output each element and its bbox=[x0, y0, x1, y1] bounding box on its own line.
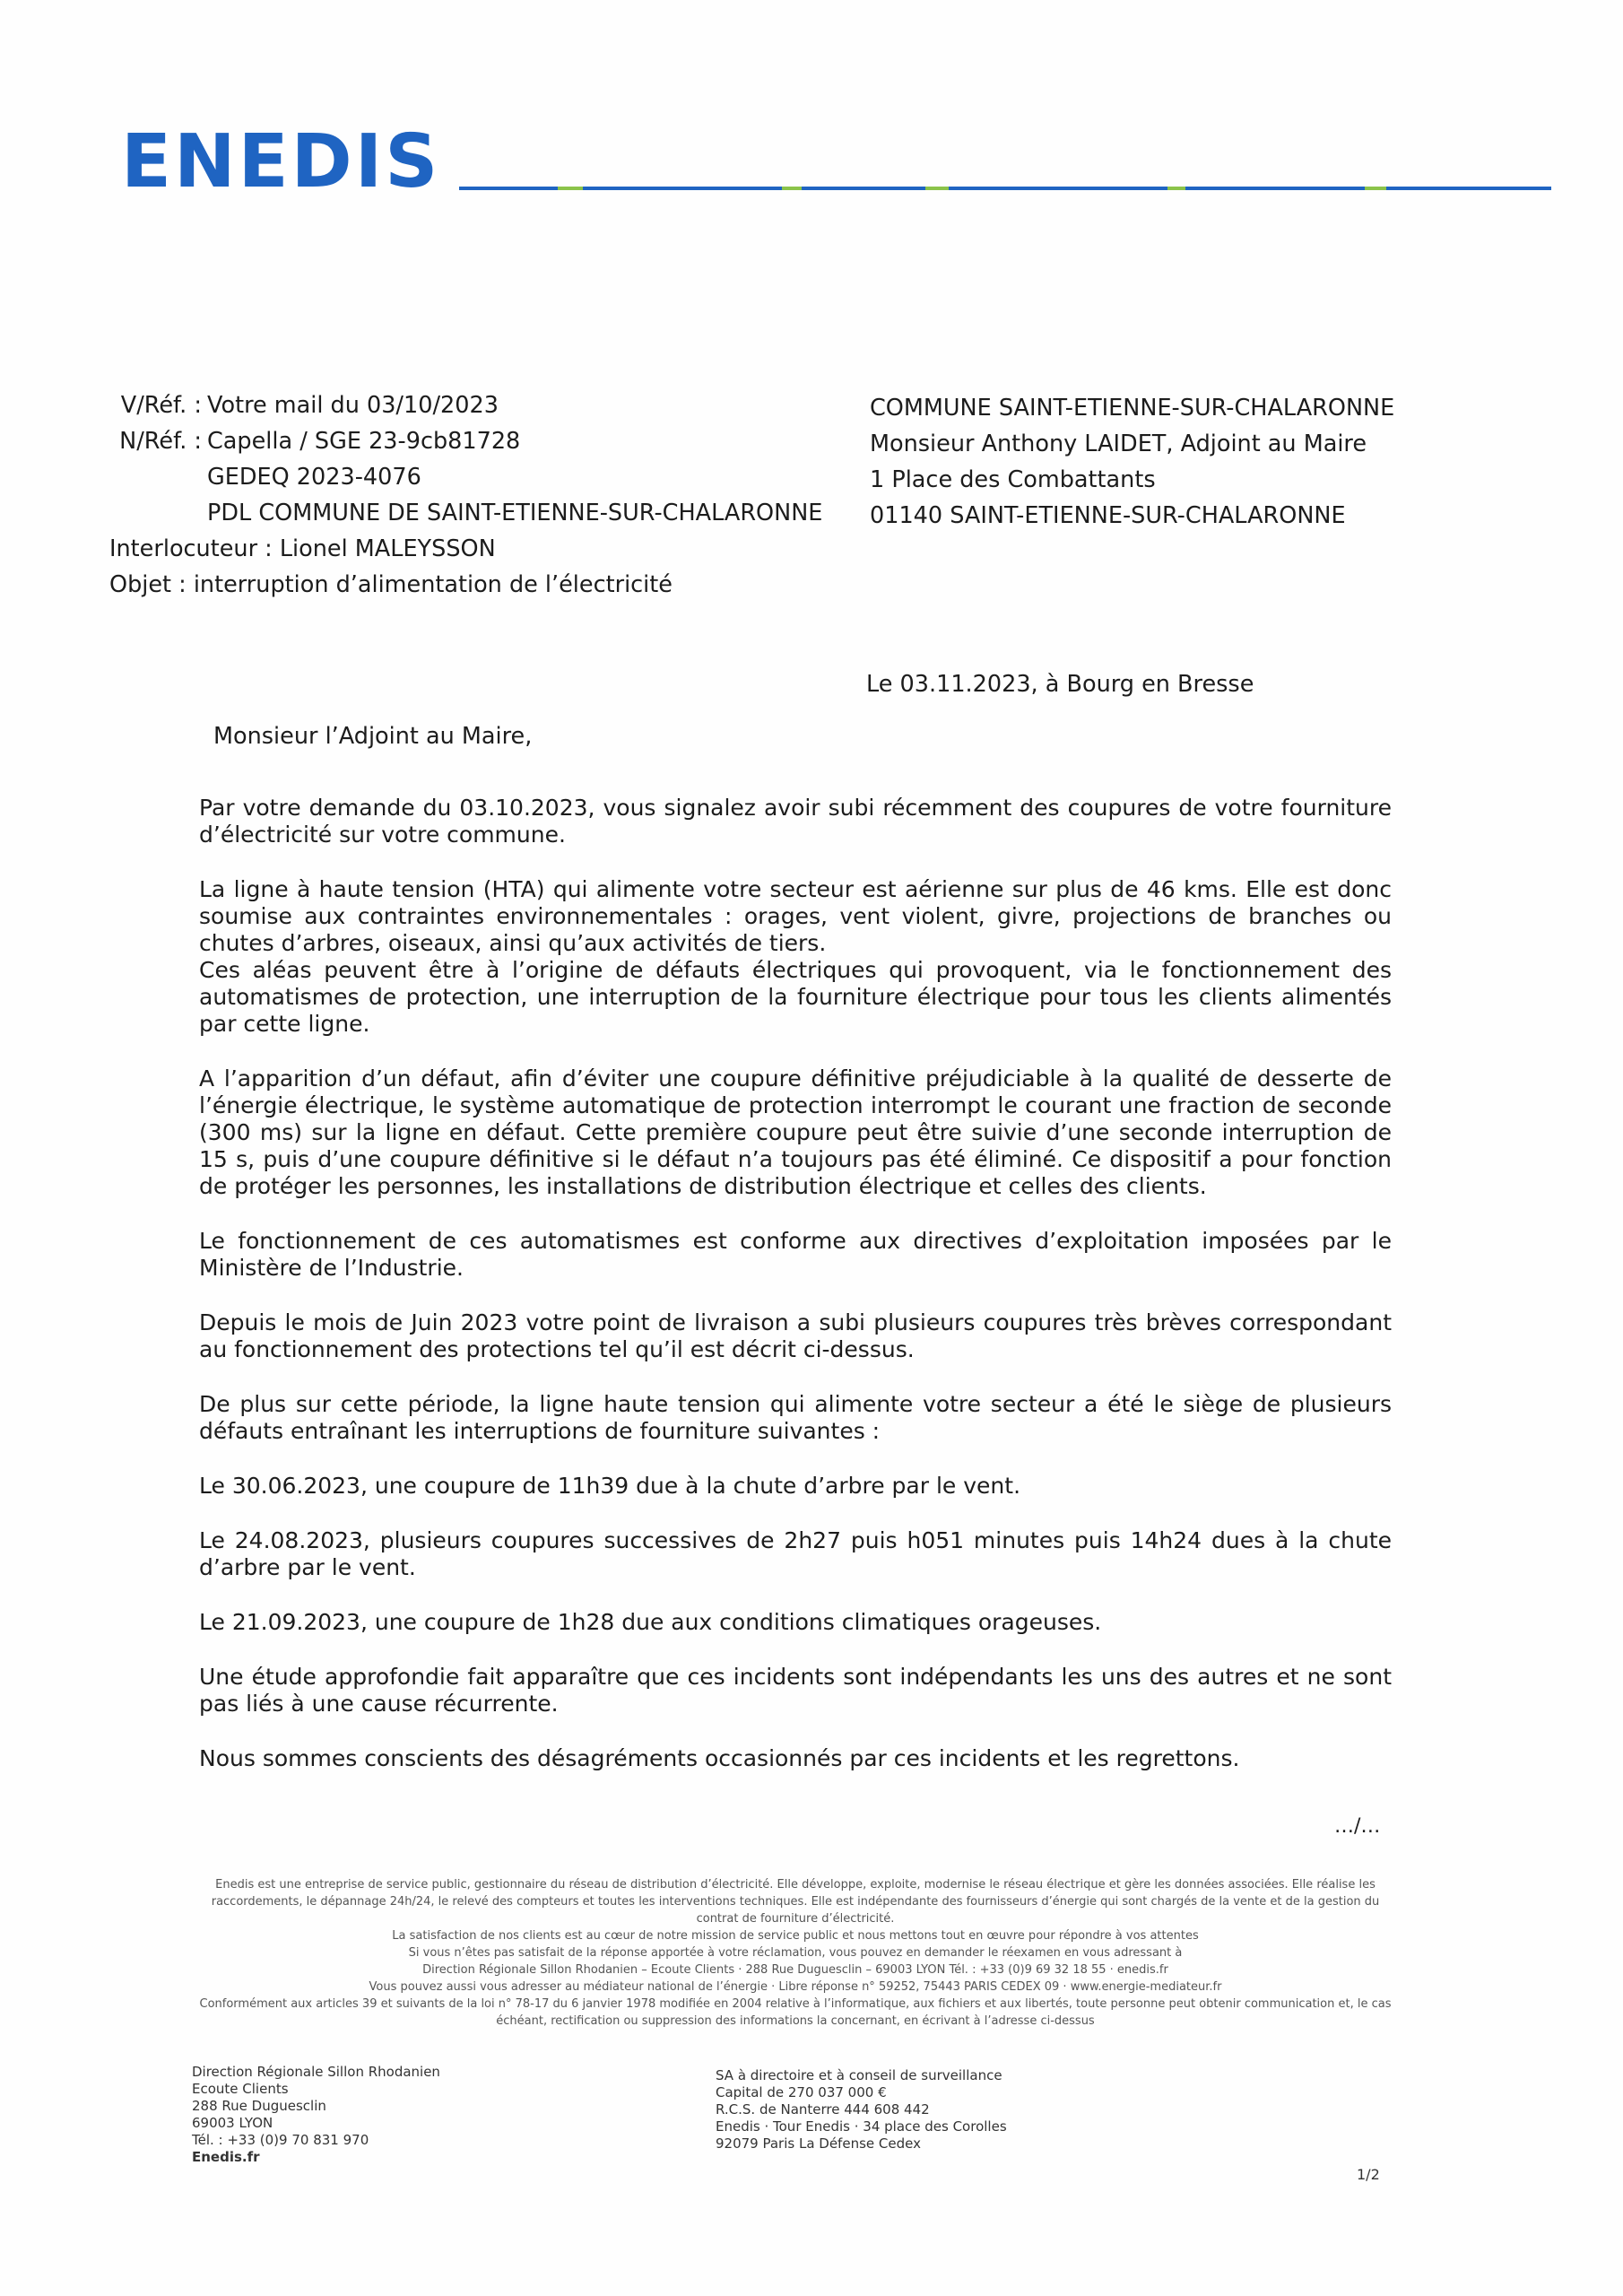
footer-company-info bbox=[716, 2067, 1007, 2152]
letter-body bbox=[199, 795, 1392, 1800]
body-paragraph: Une étude approfondie fait apparaître que ces incidents sont indépendants les uns des autres et ne sont pas liés à une cause récurrente. bbox=[199, 1664, 1392, 1717]
nref-label: N/Réf. : bbox=[119, 428, 202, 455]
enedis-logo bbox=[121, 119, 441, 204]
legal-line: Direction Régionale Sillon Rhodanien – Ecoute Clients · 288 Rue Duguesclin – 69003 LYON Tél. : +33 (0)9 69 32 18 55 · enedis.fr bbox=[422, 1963, 1168, 1977]
contact-line: Interlocuteur : Lionel MALEYSSON bbox=[109, 535, 496, 562]
body-paragraph: Nous sommes conscients des désagréments occasionnés par ces incidents et les regrettons. bbox=[199, 1745, 1240, 1771]
nref-line: GEDEQ 2023-4076 bbox=[207, 464, 421, 491]
recipient-line: COMMUNE SAINT-ETIENNE-SUR-CHALARONNE bbox=[870, 395, 1395, 422]
object-line: Objet : interruption d’alimentation de l’électricité bbox=[109, 571, 673, 598]
reference-block bbox=[109, 387, 822, 603]
footer-line: R.C.S. de Nanterre 444 608 442 bbox=[716, 2101, 930, 2118]
body-paragraph: Le 24.08.2023, plusieurs coupures successives de 2h27 puis h051 minutes puis 14h24 dues à la chute d’arbre par le vent. bbox=[199, 1527, 1392, 1580]
body-paragraph: Le 30.06.2023, une coupure de 11h39 due à la chute d’arbre par le vent. bbox=[199, 1473, 1021, 1499]
legal-line: Enedis est une entreprise de service public, gestionnaire du réseau de distribution d’électricité. Elle développe, exploite, modernise le réseau électrique et gère les données associées. Elle réalise les raccordements, le dépannage 24h/24, le relevé des compteurs et toutes les interventions techniques. Elle est indépendante des fournisseurs d’énergie qui sont chargés de la vente et de la gestion du contrat de fourniture d’électricité. bbox=[211, 1878, 1380, 1926]
footer-website: Enedis.fr bbox=[192, 2149, 260, 2165]
continuation-mark: …/… bbox=[1334, 1815, 1381, 1838]
recipient-address bbox=[870, 390, 1394, 534]
recipient-line: 1 Place des Combattants bbox=[870, 466, 1156, 493]
vref-value: Votre mail du 03/10/2023 bbox=[207, 392, 499, 419]
body-paragraph: De plus sur cette période, la ligne haute tension qui alimente votre secteur a été le siège de plusieurs défauts entraînant les interruptions de fourniture suivantes : bbox=[199, 1391, 1392, 1444]
footer-line: Direction Régionale Sillon Rhodanien bbox=[192, 2064, 440, 2080]
footer-contact bbox=[192, 2064, 440, 2166]
legal-notice bbox=[199, 1876, 1392, 2030]
body-paragraph: Le 21.09.2023, une coupure de 1h28 due aux conditions climatiques orageuses. bbox=[199, 1609, 1102, 1635]
salutation: Monsieur l’Adjoint au Maire, bbox=[213, 723, 533, 750]
footer-line: Enedis · Tour Enedis · 34 place des Corolles bbox=[716, 2118, 1007, 2135]
legal-line: Si vous n’êtes pas satisfait de la réponse apportée à votre réclamation, vous pouvez en demander le réexamen en vous adressant à bbox=[408, 1946, 1183, 1960]
footer-line: 92079 Paris La Défense Cedex bbox=[716, 2135, 921, 2152]
footer-line: 288 Rue Duguesclin bbox=[192, 2098, 326, 2114]
vref-label: V/Réf. : bbox=[120, 392, 202, 419]
body-paragraph: Depuis le mois de Juin 2023 votre point de livraison a subi plusieurs coupures très brèves correspondant au fonctionnement des protections tel qu’il est décrit ci-dessus. bbox=[199, 1309, 1392, 1362]
logo-text: ENEDIS bbox=[121, 119, 441, 204]
page-number: 1/2 bbox=[1357, 2166, 1380, 2183]
body-paragraph: Le fonctionnement de ces automatismes est conforme aux directives d’exploitation imposées par le Ministère de l’Industrie. bbox=[199, 1228, 1392, 1281]
footer-line: Capital de 270 037 000 € bbox=[716, 2084, 887, 2100]
footer-line: 69003 LYON bbox=[192, 2115, 273, 2131]
body-paragraph: A l’apparition d’un défaut, afin d’éviter une coupure définitive préjudiciable à la qualité de desserte de l’énergie électrique, le système automatique de protection interrompt le courant une fraction de seconde (300 ms) sur la ligne en défaut. Cette première coupure peut être suivie d’une seconde interruption de 15 s, puis d’une coupure définitive si le défaut n’a toujours pas été éliminé. Ce dispositif a pour fonction de protéger les personnes, les installations de distribution électrique et celles des clients. bbox=[199, 1065, 1392, 1199]
recipient-line: Monsieur Anthony LAIDET, Adjoint au Maire bbox=[870, 430, 1367, 457]
footer-line: SA à directoire et à conseil de surveillance bbox=[716, 2067, 1002, 2083]
footer-line: Tél. : +33 (0)9 70 831 970 bbox=[192, 2132, 369, 2148]
body-paragraph: La ligne à haute tension (HTA) qui alimente votre secteur est aérienne sur plus de 46 kms. Elle est donc soumise aux contraintes environnementales : orages, vent violent, givre, projections de branches ou chutes d’arbres, oiseaux, ainsi qu’aux activités de tiers. bbox=[199, 876, 1392, 956]
body-paragraph: Ces aléas peuvent être à l’origine de défauts électriques qui provoquent, via le fonctionnement des automatismes de protection, une interruption de la fourniture électrique pour tous les clients alimentés par cette ligne. bbox=[199, 957, 1392, 1037]
legal-line: La satisfaction de nos clients est au cœur de notre mission de service public et nous mettons tout en œuvre pour répondre à vos attentes bbox=[392, 1929, 1199, 1943]
nref-line: PDL COMMUNE DE SAINT-ETIENNE-SUR-CHALARONNE bbox=[207, 500, 823, 526]
legal-line: Vous pouvez aussi vous adresser au médiateur national de l’énergie · Libre réponse n° 59252, 75443 PARIS CEDEX 09 · www.energie-mediateur.fr bbox=[369, 1980, 1222, 1994]
footer-line: Ecoute Clients bbox=[192, 2081, 289, 2097]
body-paragraph: Par votre demande du 03.10.2023, vous signalez avoir subi récemment des coupures de votre fourniture d’électricité sur votre commune. bbox=[199, 795, 1392, 848]
nref-line: Capella / SGE 23-9cb81728 bbox=[207, 428, 521, 455]
letter-date: Le 03.11.2023, à Bourg en Bresse bbox=[866, 671, 1254, 698]
recipient-line: 01140 SAINT-ETIENNE-SUR-CHALARONNE bbox=[870, 502, 1346, 529]
header-rule bbox=[459, 187, 1551, 190]
legal-line: Conformément aux articles 39 et suivants de la loi n° 78-17 du 6 janvier 1978 modifiée en 2004 relative à l’informatique, aux fichiers et aux libertés, toute personne peut obtenir communication et, le cas échéant, rectification ou suppression des informations la concernant, en écrivant à l’adresse ci-dessus bbox=[199, 1997, 1392, 2028]
